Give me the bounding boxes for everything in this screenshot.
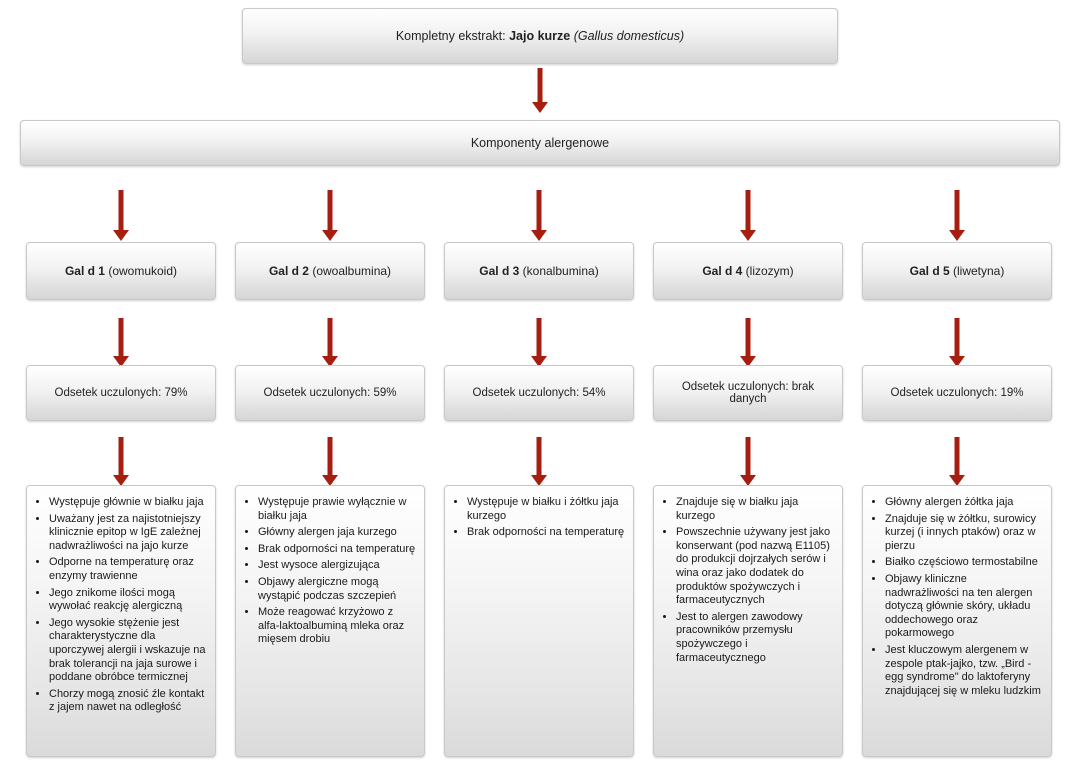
fact-item: • Odporne na temperaturę oraz enzymy trawienne xyxy=(49,556,207,583)
allergen-name-2: Gal d 2 xyxy=(268,264,309,278)
arrow-shaft xyxy=(119,190,124,232)
fact-item: • Znajduje się w białku jaja kurzego xyxy=(676,496,834,523)
percent-label-2: Odsetek uczulonych: 59% xyxy=(263,387,397,399)
fact-item: • Jego wysokie stężenie jest charakterystyczne dla uporczywej alergii i wskazuje na brak tolerancji na jaja surowe i poddane obróbce termicznej xyxy=(49,617,207,685)
arrow-shaft xyxy=(746,318,751,358)
facts-list-2 xyxy=(240,496,416,647)
fact-item: • Jest kluczowym alergenem w zespole ptak-jajko, tzw. „Bird - egg syndrome" do laktoferyny znajdującej się w mleku ludzkim xyxy=(885,644,1043,698)
allergen-box-5 xyxy=(862,242,1052,300)
arrow-head xyxy=(532,102,548,113)
percent-label-3: Odsetek uczulonych: 54% xyxy=(472,387,606,399)
arrow-shaft xyxy=(955,318,960,358)
facts-list-4 xyxy=(658,496,834,665)
facts-box-5 xyxy=(862,485,1052,757)
arrow-shaft xyxy=(746,190,751,232)
components-box xyxy=(20,120,1060,166)
allergen-desc-5: (liwetyna) xyxy=(953,264,1005,278)
percent-box-5 xyxy=(862,365,1052,421)
facts-list-3 xyxy=(449,496,625,540)
arrow-shaft xyxy=(119,318,124,358)
percent-box-2 xyxy=(235,365,425,421)
fact-item: • Główny alergen jaja kurzego xyxy=(258,526,416,540)
fact-item: • Jego znikome ilości mogą wywołać reakcję alergiczną xyxy=(49,587,207,614)
title-italic: (Gallus domesticus) xyxy=(573,29,685,43)
arrow-shaft xyxy=(955,190,960,232)
fact-item: • Występuje prawie wyłącznie w białku jaja xyxy=(258,496,416,523)
facts-box-1 xyxy=(26,485,216,757)
fact-item: • Może reagować krzyżowo z alfa-laktoalbuminą mleka oraz mięsem drobiu xyxy=(258,606,416,647)
percent-box-4 xyxy=(653,365,843,421)
fact-item: • Znajduje się w żółtku, surowicy kurzej (i innych ptaków) oraz w pierzu xyxy=(885,513,1043,554)
arrow-shaft xyxy=(328,190,333,232)
percent-box-3 xyxy=(444,365,634,421)
arrow-head xyxy=(740,230,756,241)
percent-label-4: Odsetek uczulonych: brak danych xyxy=(681,381,815,405)
fact-item: • Chorzy mogą znosić źle kontakt z jajem nawet na odległość xyxy=(49,688,207,715)
arrow-head xyxy=(531,230,547,241)
arrow-head xyxy=(322,230,338,241)
arrow-shaft xyxy=(328,437,333,477)
title-text xyxy=(396,29,684,43)
arrow-head xyxy=(113,230,129,241)
title-bold: Jajo kurze xyxy=(509,29,571,43)
allergen-box-3 xyxy=(444,242,634,300)
arrow-shaft xyxy=(537,437,542,477)
fact-item: • Jest to alergen zawodowy pracowników przemysłu spożywczego i farmaceutycznego xyxy=(676,611,834,665)
title-prefix: Kompletny ekstrakt: xyxy=(395,29,510,43)
percent-label-1: Odsetek uczulonych: 79% xyxy=(54,387,188,399)
allergen-desc-2: (owoalbumina) xyxy=(312,264,392,278)
arrow-head xyxy=(949,230,965,241)
fact-item: • Objawy kliniczne nadwrażliwości na ten alergen dotyczą głównie skóry, układu oddechowego oraz pokarmowego xyxy=(885,573,1043,641)
arrow-shaft xyxy=(537,318,542,358)
allergen-desc-3: (konalbumina) xyxy=(522,264,599,278)
fact-item: • Objawy alergiczne mogą wystąpić podczas szczepień xyxy=(258,576,416,603)
fact-item: • Brak odporności na temperaturę xyxy=(258,543,416,557)
facts-list-5 xyxy=(867,496,1043,698)
allergen-box-4 xyxy=(653,242,843,300)
arrow-shaft xyxy=(328,318,333,358)
arrow-shaft xyxy=(538,68,543,104)
arrow-shaft xyxy=(746,437,751,477)
allergen-box-1 xyxy=(26,242,216,300)
facts-list-1 xyxy=(31,496,207,715)
facts-box-4 xyxy=(653,485,843,757)
fact-item: • Białko częściowo termostabilne xyxy=(885,556,1043,570)
allergen-name-4: Gal d 4 xyxy=(702,264,743,278)
arrow-shaft xyxy=(955,437,960,477)
facts-box-3 xyxy=(444,485,634,757)
fact-item: • Występuje w białku i żółtku jaja kurzego xyxy=(467,496,625,523)
arrow-shaft xyxy=(537,190,542,232)
allergen-name-5: Gal d 5 xyxy=(909,264,950,278)
facts-box-2 xyxy=(235,485,425,757)
fact-item: • Jest wysoce alergizująca xyxy=(258,559,416,573)
allergen-name-1: Gal d 1 xyxy=(64,264,105,278)
fact-item: • Występuje głównie w białku jaja xyxy=(49,496,207,510)
allergen-box-2 xyxy=(235,242,425,300)
components-label: Komponenty alergenowe xyxy=(470,136,610,150)
arrow-shaft xyxy=(119,437,124,477)
allergen-desc-4: (lizozym) xyxy=(745,264,794,278)
percent-label-5: Odsetek uczulonych: 19% xyxy=(890,387,1024,399)
allergen-desc-1: (owomukoid) xyxy=(108,264,178,278)
fact-item: • Brak odporności na temperaturę xyxy=(467,526,625,540)
allergen-name-3: Gal d 3 xyxy=(479,264,520,278)
fact-item: • Powszechnie używany jest jako konserwant (pod nazwą E1105) do produkcji dojrzałych serów i wina oraz jako dodatek do produktów spożywczych i farmaceutycznych xyxy=(676,526,834,608)
fact-item: • Uważany jest za najistotniejszy klinicznie epitop w IgE zależnej nadwrażliwości na jajo kurze xyxy=(49,513,207,554)
title-box xyxy=(242,8,838,64)
percent-box-1 xyxy=(26,365,216,421)
fact-item: • Główny alergen żółtka jaja xyxy=(885,496,1043,510)
